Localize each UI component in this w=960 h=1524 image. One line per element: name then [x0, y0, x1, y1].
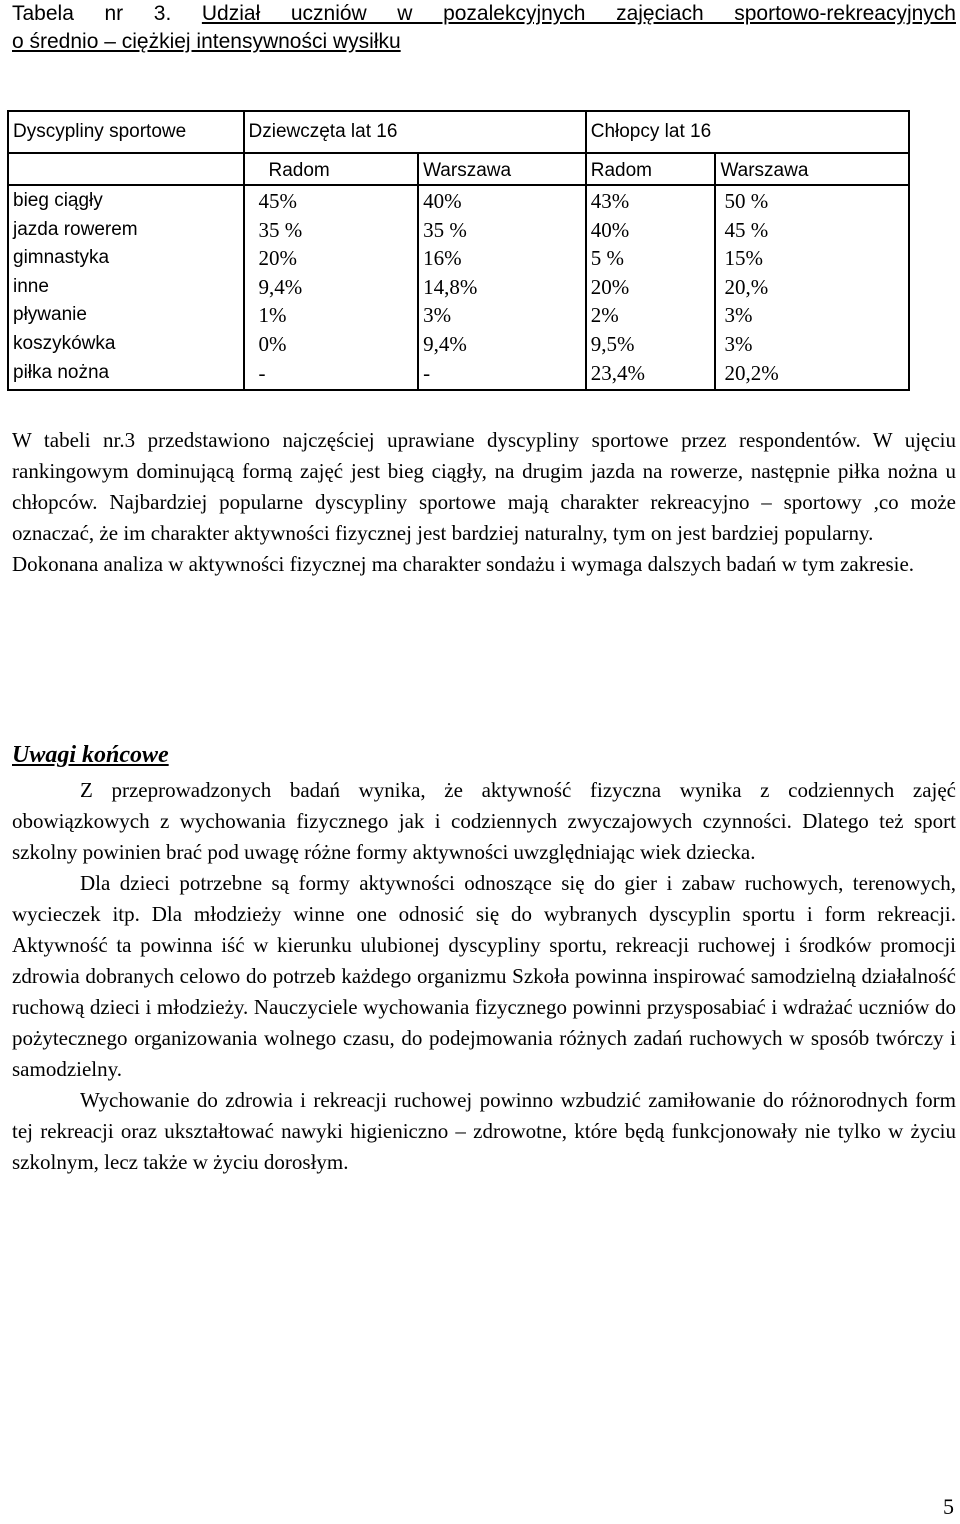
- page-number: 5: [943, 1494, 954, 1519]
- table-subheader-row: [8, 153, 909, 185]
- table-caption-title: Udział uczniów w pozalekcyjnych zajęciach sportowo-rekreacyjnych: [201, 2, 956, 25]
- discipline-cell: piłka nożna: [13, 361, 110, 383]
- value-cell: -: [423, 360, 431, 385]
- value-cell: 20,%: [724, 274, 769, 299]
- value-cell: 3%: [724, 303, 753, 328]
- header-discipline: Dyscypliny sportowe: [8, 111, 244, 153]
- table-description: [12, 425, 956, 580]
- value-cell: 50 %: [724, 189, 769, 213]
- subheader-radom-boys: Radom: [586, 153, 716, 185]
- discipline-cell: bieg ciągły: [13, 190, 103, 211]
- value-cell: 1%: [258, 303, 287, 328]
- value-cell: 40%: [590, 217, 630, 242]
- discipline-cell: gimnastyka: [13, 247, 110, 269]
- value-cell: 35 %: [258, 217, 303, 242]
- girls-radom-column: [244, 185, 419, 390]
- value-cell: 45%: [258, 189, 297, 213]
- value-cell: 9,4%: [258, 274, 303, 299]
- sports-table: [7, 110, 910, 391]
- table-header-row: [8, 111, 909, 153]
- disciplines-column: [8, 185, 244, 390]
- value-cell: 0%: [258, 331, 287, 356]
- value-cell: 20,2%: [724, 360, 779, 385]
- value-cell: 3%: [423, 303, 452, 328]
- value-cell: 23,4%: [590, 360, 645, 385]
- paragraph-conclusion: Dokonana analiza w aktywności fizycznej ma charakter sondażu i wymaga dalszych badań w tym zakresie.: [12, 552, 915, 576]
- value-cell: 20%: [258, 246, 297, 271]
- value-cell: 40%: [423, 189, 462, 213]
- section-heading: Uwagi końcowe: [12, 742, 169, 768]
- value-cell: -: [258, 360, 266, 385]
- value-cell: 16%: [423, 246, 462, 271]
- value-cell: 14,8%: [423, 274, 478, 299]
- header-boys: Chłopcy lat 16: [586, 111, 909, 153]
- paragraph-remarks-2: Dla dzieci potrzebne są formy aktywności odnoszące się do gier i zabaw ruchowych, terenowych, wycieczek itp. Dla młodzieży winne one odnosić się do wybranych dyscyplin sportu i form rekreacji. Aktywność ta powinna iść w kierunku ulubionej dyscypliny sportu, rekreacji ruchowej i środków promocji zdrowia dobranych celowo do potrzeb każdego organizmu Szkoła powinna inspirować samodzielną działalność ruchową dzieci i młodzieży. Nauczyciele wychowania fizycznego powinni przysposabiać i wdrażać uczniów do pożytecznego organizowania wolnego czasu, do podejmowania różnych zadań ruchowych w sposób twórczy i samodzielny.: [12, 871, 956, 1081]
- table-body-row: [8, 185, 909, 390]
- value-cell: 15%: [724, 246, 763, 271]
- paragraph-remarks-3: Wychowanie do zdrowia i rekreacji ruchowej powinno wzbudzić zamiłowanie do różnorodnych form tej rekreacji oraz ukształtować nawyki higieniczno – zdrowotne, które będą funkcjonowały nie tylko w życiu szkolnym, lecz także w życiu dorosłym.: [12, 1088, 956, 1174]
- boys-warszawa-column: [715, 185, 909, 390]
- value-cell: 2%: [590, 303, 619, 328]
- table-caption-line2: o średnio – ciężkiej intensywności wysiłku: [12, 30, 401, 53]
- value-cell: 9,4%: [423, 331, 467, 356]
- discipline-cell: koszykówka: [13, 332, 116, 354]
- table-caption-prefix: Tabela nr 3.: [12, 2, 202, 25]
- value-cell: 35 %: [423, 217, 467, 242]
- value-cell: 45 %: [724, 217, 769, 242]
- subheader-warszawa-girls: Warszawa: [418, 153, 586, 185]
- boys-radom-column: [586, 185, 716, 390]
- value-cell: 9,5%: [590, 331, 635, 356]
- final-remarks: [12, 775, 956, 1178]
- discipline-cell: pływanie: [13, 304, 87, 326]
- paragraph-remarks-1: Z przeprowadzonych badań wynika, że aktywność fizyczna wynika z codziennych zajęć obowiązkowych z wychowania fizycznego jak i codziennych zwyczajowych czynności. Dlatego też sport szkolny powinien brać pod uwagę różne formy aktywności uwzględniając wiek dziecka.: [12, 778, 956, 864]
- girls-warszawa-column: [418, 185, 586, 390]
- subheader-warszawa-boys: Warszawa: [715, 153, 909, 185]
- subheader-radom-girls: Radom: [244, 153, 419, 185]
- value-cell: 20%: [590, 274, 630, 299]
- paragraph-analysis: W tabeli nr.3 przedstawiono najczęściej uprawiane dyscypliny sportowe przez respondentów. W ujęciu rankingowym dominującą formą zajęć jest bieg ciągły, na drugim jazda na rowerze, następnie piłka nożna u chłopców. Najbardziej popularne dyscypliny sportowe mają charakter rekreacyjno – sportowy ,co może oznaczać, że im charakter aktywności fizycznej jest bardziej naturalny, tym on jest bardziej popularny.: [12, 428, 956, 545]
- value-cell: 5 %: [590, 246, 624, 271]
- table-caption-line1: [12, 0, 956, 28]
- discipline-cell: inne: [13, 275, 49, 297]
- value-cell: 3%: [724, 331, 753, 356]
- header-girls: Dziewczęta lat 16: [244, 111, 586, 153]
- discipline-cell: jazda rowerem: [13, 218, 138, 240]
- value-cell: 43%: [590, 189, 630, 213]
